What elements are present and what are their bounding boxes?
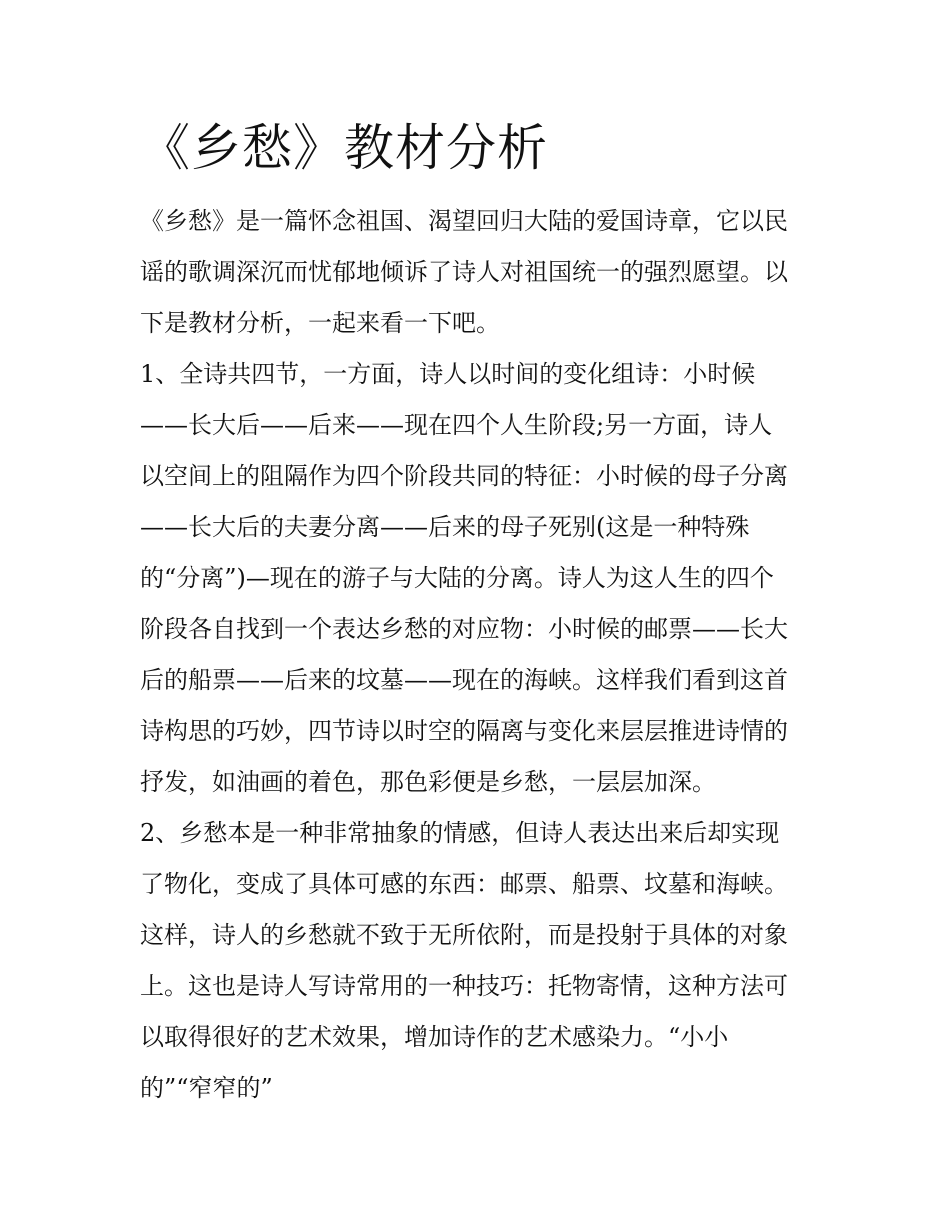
text-line: 的“分离”)—现在的游子与大陆的分离。诗人为这人生的四个 [140,564,774,592]
text-line: 这样，诗人的乡愁就不致于无所依附，而是投射于具体的对象 [140,921,788,949]
text-line: 《乡愁》是一篇怀念祖国、渴望回归大陆的爱国诗章，它以民 [140,207,788,235]
text-line: 的”“窄窄的” [140,1074,273,1102]
text-line: 以空间上的阻隔作为四个阶段共同的特征：小时候的母子分离 [140,462,788,490]
text-line: 下是教材分析，一起来看一下吧。 [140,309,500,337]
text-line: 上。这也是诗人写诗常用的一种技巧：托物寄情，这种方法可 [140,972,788,1000]
text-line: 1、全诗共四节，一方面，诗人以时间的变化组诗：小时候 [140,360,756,388]
document-title: 《乡愁》教材分析 [140,119,548,177]
text-line: 谣的歌调深沉而忧郁地倾诉了诗人对祖国统一的强烈愿望。以 [140,258,788,286]
text-line: 诗构思的巧妙，四节诗以时空的隔离与变化来层层推进诗情的 [140,717,788,745]
text-line: 抒发，如油画的着色，那色彩便是乡愁，一层层加深。 [140,768,716,796]
document-body [140,196,820,1114]
text-line: ——长大后的夫妻分离——后来的母子死别(这是一种特殊 [140,513,750,541]
text-line: 了物化，变成了具体可感的东西：邮票、船票、坟墓和海峡。 [140,870,788,898]
text-line: 2、乡愁本是一种非常抽象的情感，但诗人表达出来后却实现 [140,819,780,847]
text-line: ——长大后——后来——现在四个人生阶段;另一方面，诗人 [140,411,773,439]
text-line: 以取得很好的艺术效果，增加诗作的艺术感染力。“小小 [140,1023,729,1051]
text-line: 阶段各自找到一个表达乡愁的对应物：小时候的邮票——长大 [140,615,788,643]
text-line: 后的船票——后来的坟墓——现在的海峡。这样我们看到这首 [140,666,788,694]
